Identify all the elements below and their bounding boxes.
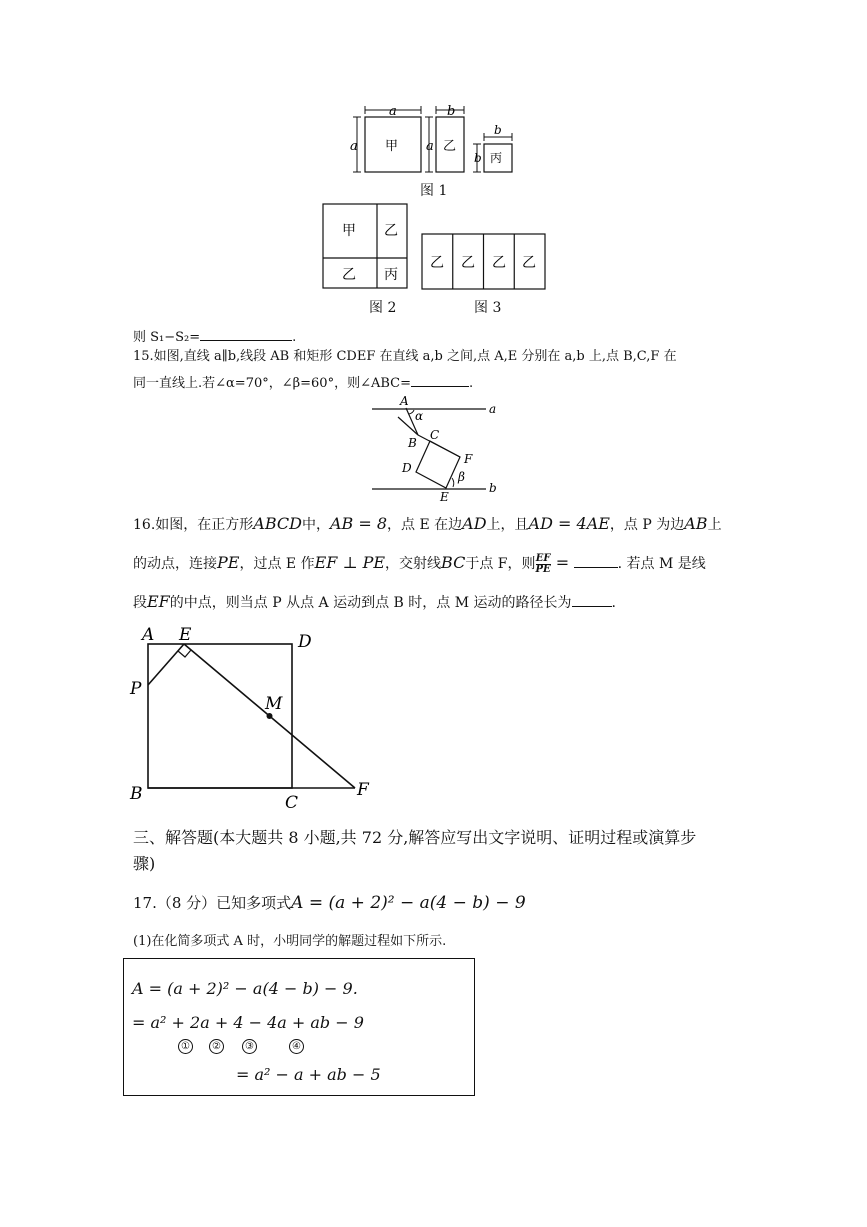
dim-b-label: b: [447, 104, 456, 119]
q17-heading: [133, 892, 526, 914]
cell-yi: 乙: [522, 255, 536, 271]
rect-yi-label: 乙: [443, 139, 457, 154]
q16-text: .: [611, 595, 616, 611]
q16-line-3: [133, 592, 616, 613]
label-a: a: [489, 402, 497, 416]
label-M: M: [265, 694, 283, 714]
q16-math: =: [555, 553, 570, 572]
cell-yi: 乙: [461, 255, 475, 271]
q16-math: EF: [147, 592, 170, 611]
solution-box: [123, 958, 475, 1096]
solution-line-3: = a² − a + ab − 5: [236, 1065, 381, 1084]
q15-figure: [368, 392, 508, 507]
q17-part-1: (1)在化简多项式 A 时，小明同学的解题过程如下所示.: [133, 934, 447, 949]
section-3-heading-line-1: 三、解答题(本大题共 8 小题,共 72 分,解答应写出文字说明、证明过程或演算步: [133, 828, 697, 847]
q15-line-1: 15.如图,直线 a∥b,线段 AB 和矩形 CDEF 在直线 a,b 之间,点 A,E 分别在 a,b 上,点 B,C,F 在: [133, 349, 677, 364]
label-A: A: [142, 625, 155, 645]
q17-expression: A = (a + 2)² − a(4 − b) − 9: [291, 893, 526, 913]
fraction-numerator: EF: [535, 552, 551, 564]
q16-text: 16.如图，在正方形: [133, 517, 254, 533]
figure-1-caption: 图 1: [420, 183, 448, 199]
square-jia-label: 甲: [385, 139, 399, 154]
figure-3-caption: 图 3: [474, 300, 502, 316]
answer-blank[interactable]: [200, 326, 292, 341]
step-marker-4: ④: [289, 1039, 304, 1054]
answer-blank[interactable]: [574, 553, 618, 568]
q17-text: 17.（8 分）已知多项式: [133, 894, 292, 912]
label-alpha: α: [415, 409, 424, 423]
step-marker-1: ①: [178, 1039, 193, 1054]
q16-text: 段: [133, 595, 147, 611]
fraction-ef-pe: [536, 554, 551, 575]
fraction-denominator: PE: [535, 563, 551, 575]
q16-text: 的中点，则当点 P 从点 A 运动到点 B 时，点 M 运动的路径长为: [169, 595, 572, 611]
cell-yi: 乙: [492, 255, 506, 271]
q16-line-1: [133, 514, 722, 535]
label-F: F: [357, 780, 369, 800]
q15-line-2: 同一直线上.若∠α=70°，∠β=60°，则∠ABC= .: [133, 372, 473, 393]
dim-a-label: a: [426, 139, 434, 154]
cell-yi: 乙: [342, 267, 356, 283]
q16-text: . 若点 M 是线: [617, 556, 706, 572]
q16-text: 上: [707, 517, 722, 533]
label-P: P: [130, 679, 142, 699]
cell-yi: 乙: [384, 223, 398, 239]
q16-text: ，交射线: [385, 556, 442, 572]
answer-blank[interactable]: [411, 372, 469, 387]
cell-bing: 丙: [384, 267, 398, 283]
cell-yi: 乙: [430, 255, 444, 271]
q16-figure: [128, 622, 378, 812]
label-F: F: [464, 452, 473, 466]
figure-3: [421, 233, 549, 291]
q16-math: BC: [441, 553, 466, 572]
label-b: b: [489, 481, 497, 495]
q14-answer-line: 则 S₁−S₂= .: [133, 326, 296, 347]
q16-line-2: [133, 553, 706, 575]
label-B: B: [130, 784, 143, 804]
label-D: D: [402, 461, 412, 475]
label-C: C: [430, 428, 440, 442]
q16-math: AD = 4AE: [528, 514, 610, 533]
label-beta: β: [458, 470, 465, 484]
q16-math: AB = 8: [329, 514, 388, 533]
q16-text: ，过点 E 作: [239, 556, 315, 572]
q16-math: ABCD: [253, 514, 302, 533]
q16-text: 的动点，连接: [133, 556, 217, 572]
figure-2: [322, 203, 412, 291]
label-E: E: [179, 625, 192, 645]
cell-jia: 甲: [342, 223, 356, 239]
answer-blank[interactable]: [572, 592, 612, 607]
label-A: A: [400, 394, 409, 408]
label-E: E: [440, 490, 449, 504]
figure-2-caption: 图 2: [369, 300, 397, 316]
dim-b-label: b: [474, 151, 482, 165]
dim-a-label: a: [350, 139, 358, 154]
dim-b-label: b: [494, 123, 502, 137]
label-B: B: [408, 436, 417, 450]
square-bing-label: 丙: [490, 151, 503, 165]
q16-math: AB: [684, 514, 708, 533]
step-marker-3: ③: [242, 1039, 257, 1054]
label-D: D: [298, 632, 312, 652]
q16-text: ，点 P 为边: [609, 517, 685, 533]
q16-text: 于点 F，则: [465, 556, 536, 572]
solution-line-2: = a² + 2a + 4 − 4a + ab − 9: [132, 1013, 364, 1032]
q16-math: AD: [462, 514, 487, 533]
q16-text: 中，: [301, 517, 330, 533]
q14-text: 则 S₁−S₂=: [133, 330, 201, 345]
q16-text: 上，且: [486, 517, 529, 533]
q16-math: EF ⊥ PE: [314, 553, 386, 572]
label-C: C: [285, 793, 299, 812]
q16-math: PE: [217, 553, 240, 572]
step-marker-2: ②: [209, 1039, 224, 1054]
q16-text: ，点 E 在边: [387, 517, 463, 533]
section-3-heading-line-2: 骤): [133, 854, 156, 873]
dim-a-label: a: [389, 104, 397, 119]
solution-line-1: A = (a + 2)² − a(4 − b) − 9.: [132, 979, 358, 998]
q15-text: 同一直线上.若∠α=70°，∠β=60°，则∠ABC=: [133, 376, 411, 391]
